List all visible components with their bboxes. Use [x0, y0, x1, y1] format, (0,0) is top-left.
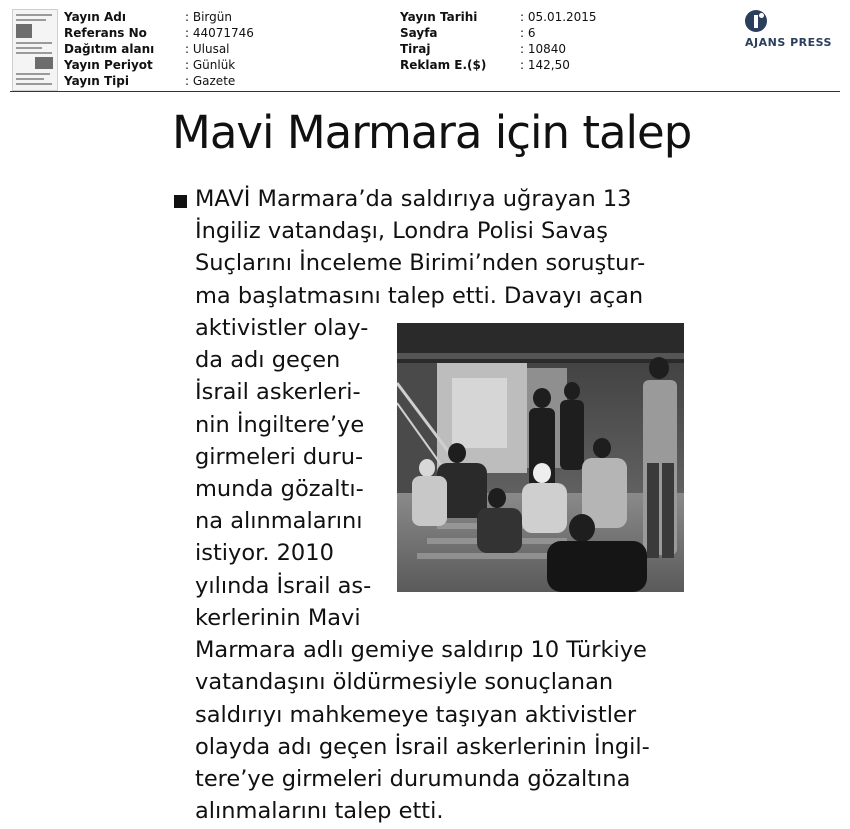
- ajans-press-logo: [745, 10, 845, 54]
- meta-yayin-tarihi: [400, 9, 597, 25]
- meta-label: Sayfa: [400, 26, 438, 40]
- article-line: MAVİ Marmara’da saldırıya uğrayan 13: [195, 186, 632, 212]
- article-line: da adı geçen: [195, 347, 341, 373]
- article-line: munda gözaltı-: [195, 476, 364, 502]
- meta-value: : Gazete: [185, 74, 236, 88]
- ship-interior-photo: [397, 323, 684, 592]
- article-line: İsrail askerleri-: [195, 379, 361, 405]
- article-line: tere’ye girmeleri durumunda gözaltına: [195, 766, 631, 792]
- meta-referans-no: [64, 25, 254, 41]
- meta-value: : 44071746: [185, 26, 254, 40]
- meta-label: Yayın Adı: [64, 10, 126, 24]
- article-line: na alınmalarını: [195, 508, 363, 534]
- meta-value: : 10840: [520, 42, 567, 56]
- article-line: girmeleri duru-: [195, 444, 364, 470]
- meta-value: : 05.01.2015: [520, 10, 597, 24]
- meta-label: Dağıtım alanı: [64, 42, 155, 56]
- article-line: vatandaşını öldürmesiyle sonuçlanan: [195, 669, 614, 695]
- newspaper-thumbnail[interactable]: [12, 9, 58, 91]
- article-line: istiyor. 2010: [195, 540, 334, 566]
- article-line: olayda adı geçen İsrail askerlerinin İngil-: [195, 734, 650, 760]
- article-line: yılında İsrail as-: [195, 573, 372, 599]
- article-line: saldırıyı mahkemeye taşıyan aktivistler: [195, 702, 637, 728]
- meta-label: Yayın Tarihi: [400, 10, 478, 24]
- meta-value: : 142,50: [520, 58, 570, 72]
- meta-yayin-periyot: [64, 57, 236, 73]
- article-photo: [397, 323, 684, 592]
- bullet-square-icon: [174, 195, 187, 208]
- article-line: Suçlarını İnceleme Birimi’nden soruştur-: [195, 250, 646, 276]
- meta-sayfa: [400, 25, 536, 41]
- article-line: ma başlatmasını talep etti. Davayı açan: [195, 283, 644, 309]
- ajans-press-logo-text: AJANS PRESS: [745, 36, 832, 49]
- meta-label: Yayın Periyot: [64, 58, 153, 72]
- article-line: kerlerinin Mavi: [195, 605, 361, 631]
- clipping-header: [0, 0, 850, 92]
- meta-yayin-tipi: [64, 73, 236, 89]
- meta-yayin-adi: [64, 9, 232, 25]
- article-headline: Mavi Marmara için talep: [172, 106, 692, 159]
- meta-value: : 6: [520, 26, 536, 40]
- article-line: Marmara adlı gemiye saldırıp 10 Türkiye: [195, 637, 647, 663]
- meta-label: Referans No: [64, 26, 147, 40]
- article-line: aktivistler olay-: [195, 315, 369, 341]
- meta-tiraj: [400, 41, 567, 57]
- meta-label: Yayın Tipi: [64, 74, 129, 88]
- meta-label: Reklam E.($): [400, 58, 487, 72]
- meta-dagitim-alani: [64, 41, 230, 57]
- header-divider: [10, 91, 840, 92]
- article-line: İngiliz vatandaşı, Londra Polisi Savaş: [195, 218, 608, 244]
- meta-reklam-esdegeri: [400, 57, 570, 73]
- meta-label: Tiraj: [400, 42, 431, 56]
- article-line: alınmalarını talep etti.: [195, 798, 444, 824]
- meta-value: : Birgün: [185, 10, 232, 24]
- article-line: nin İngiltere’ye: [195, 412, 365, 438]
- meta-value: : Günlük: [185, 58, 236, 72]
- meta-value: : Ulusal: [185, 42, 230, 56]
- ajans-press-logo-icon: [745, 10, 767, 32]
